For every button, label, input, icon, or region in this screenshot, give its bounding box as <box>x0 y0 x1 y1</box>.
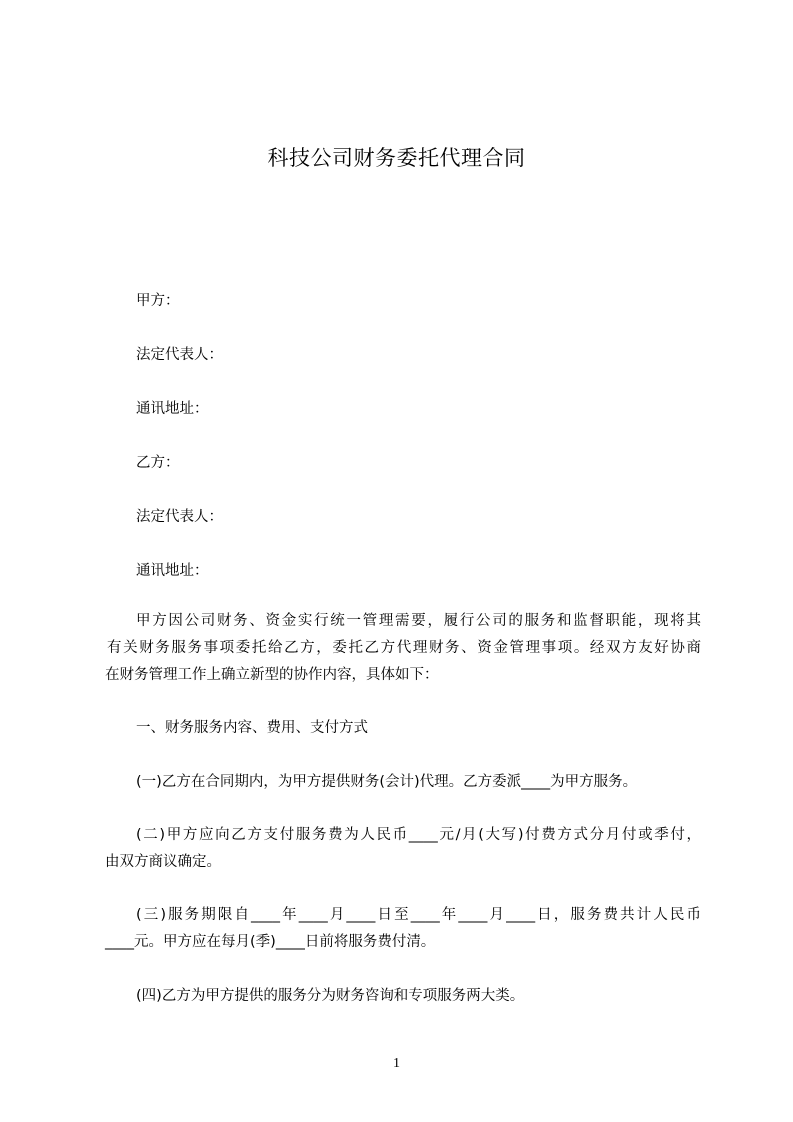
clause-item-4: (四)乙方为甲方提供的服务分为财务咨询和专项服务两大类。 <box>136 988 525 1004</box>
paragraph-line: 在财务管理工作上确立新型的协作内容，具体如下： <box>105 667 439 683</box>
paragraph-line: 有关财务服务事项委托给乙方，委托乙方代理财务、资金管理事项。经双方友好协商 <box>107 640 701 656</box>
paragraph-line: (三)服务期限自____年____月____日至____年____月____日，服务费共计人民币 <box>136 907 701 923</box>
party-a-representative-label: 法定代表人： <box>136 347 223 363</box>
section-heading: 一、财务服务内容、费用、支付方式 <box>136 720 368 736</box>
page-number: 1 <box>393 1056 400 1071</box>
paragraph-line: ____元。甲方应在每月(季)____日前将服务费付清。 <box>105 934 436 950</box>
paragraph-line: 甲方因公司财务、资金实行统一管理需要，履行公司的服务和监督职能，现将其 <box>136 613 701 629</box>
clause-item-1: (一)乙方在合同期内，为甲方提供财务(会计)代理。乙方委派____为甲方服务。 <box>136 774 638 790</box>
party-b-address-label: 通讯地址： <box>136 563 209 579</box>
document-title: 科技公司财务委托代理合同 <box>267 146 526 170</box>
party-b-label: 乙方： <box>136 455 180 471</box>
party-a-label: 甲方： <box>136 293 180 309</box>
party-a-address-label: 通讯地址： <box>136 401 209 417</box>
paragraph-line: (二)甲方应向乙方支付服务费为人民币____元/月(大写)付费方式分月付或季付， <box>136 827 701 843</box>
paragraph-line: 由双方商议确定。 <box>105 854 221 870</box>
party-b-representative-label: 法定代表人： <box>136 509 223 525</box>
